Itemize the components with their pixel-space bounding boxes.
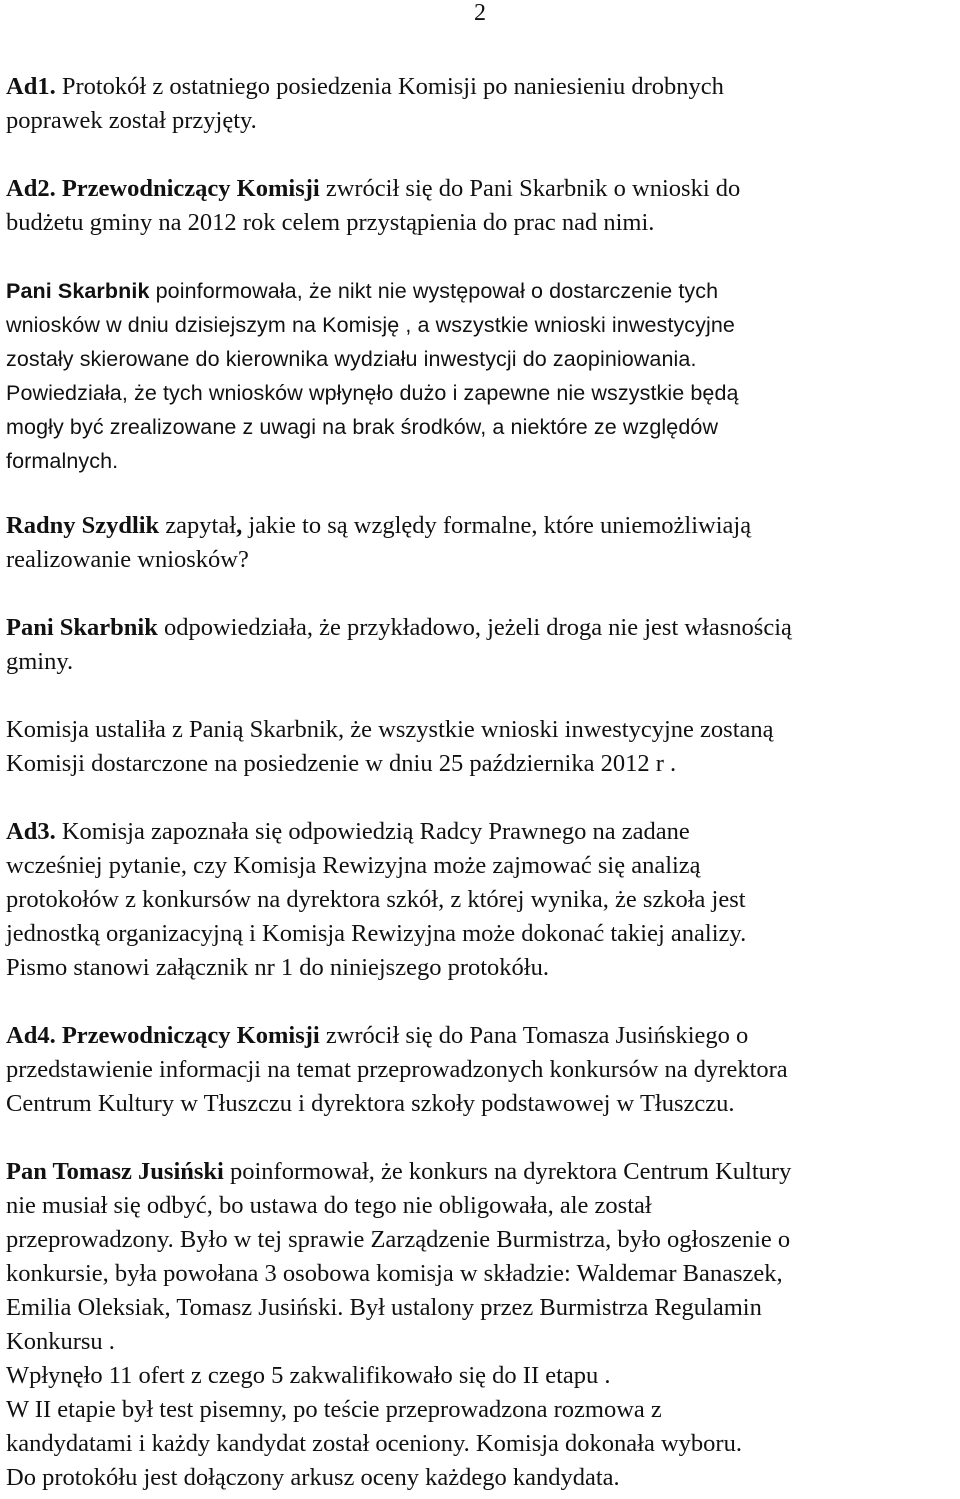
ad4-label: Ad4.	[6, 1022, 56, 1049]
paragraph-skarbnik-2	[6, 611, 956, 679]
skarbnik2-line-1: Pani Skarbnik odpowiedziała, że przykładowo, jeżeli droga nie jest własnością	[6, 614, 792, 641]
jusinski-line-9: kandydatami i każdy kandydat został oceniony. Komisja dokonała wyboru.	[6, 1430, 742, 1457]
paragraph-jusinski	[6, 1155, 956, 1495]
skarbnik2-speaker: Pani Skarbnik	[6, 614, 158, 641]
ad4-line-1: Ad4. Przewodniczący Komisji zwrócił się do Pana Tomasza Jusińskiego o	[6, 1022, 749, 1049]
ad3-line-4: jednostką organizacyjną i Komisja Rewizyjna może dokonać takiej analizy.	[6, 920, 747, 947]
ad3-label: Ad3.	[6, 818, 56, 845]
jusinski-line-8: W II etapie był test pisemny, po teście przeprowadzona rozmowa z	[6, 1396, 662, 1423]
szydlik-line-2: realizowanie wniosków?	[6, 546, 249, 573]
ad2-line-2: budżetu gminy na 2012 rok celem przystąpienia do prac nad nimi.	[6, 209, 655, 236]
document-body	[6, 70, 956, 1495]
komisja-line-1: Komisja ustaliła z Panią Skarbnik, że wszystkie wnioski inwestycyjne zostaną	[6, 716, 774, 743]
skarbnik1-speaker: Pani Skarbnik	[6, 279, 150, 303]
paragraph-ad2	[6, 172, 956, 240]
paragraph-szydlik	[6, 509, 956, 577]
ad3-line-5: Pismo stanowi załącznik nr 1 do niniejszego protokółu.	[6, 954, 549, 981]
ad4-speaker: Przewodniczący Komisji	[55, 1022, 320, 1049]
ad3-line-2: wcześniej pytanie, czy Komisja Rewizyjna może zajmować się analizą	[6, 852, 701, 879]
jusinski-line-10: Do protokółu jest dołączony arkusz oceny każdego kandydata.	[6, 1464, 620, 1491]
paragraph-ad4	[6, 1019, 956, 1121]
skarbnik1-line-6: formalnych.	[6, 449, 119, 473]
szydlik-line-1: Radny Szydlik zapytał, jakie to są względy formalne, które uniemożliwiają	[6, 512, 752, 539]
komisja-line-2: Komisji dostarczone na posiedzenie w dniu 25 października 2012 r .	[6, 750, 677, 777]
jusinski-line-4: konkursie, była powołana 3 osobowa komisja w składzie: Waldemar Banaszek,	[6, 1260, 783, 1287]
jusinski-line-7: Wpłynęło 11 ofert z czego 5 zakwalifikowało się do II etapu .	[6, 1362, 611, 1389]
jusinski-line-3: przeprowadzony. Było w tej sprawie Zarządzenie Burmistrza, było ogłoszenie o	[6, 1226, 791, 1253]
jusinski-line-6: Konkursu .	[6, 1328, 115, 1355]
ad2-line-1: Ad2. Przewodniczący Komisji zwrócił się do Pani Skarbnik o wnioski do	[6, 175, 741, 202]
skarbnik1-line-2: wniosków w dniu dzisiejszym na Komisję , a wszystkie wnioski inwestycyjne	[6, 313, 735, 337]
ad1-line-2: poprawek został przyjęty.	[6, 107, 257, 134]
skarbnik1-line-5: mogły być zrealizowane z uwagi na brak środków, a niektóre ze względów	[6, 415, 719, 439]
paragraph-skarbnik-1	[6, 274, 956, 478]
jusinski-line-2: nie musiał się odbyć, bo ustawa do tego nie obligowała, ale został	[6, 1192, 652, 1219]
ad3-line-1: Ad3. Komisja zapoznała się odpowiedzią Radcy Prawnego na zadane	[6, 818, 690, 845]
jusinski-line-5: Emilia Oleksiak, Tomasz Jusiński. Był ustalony przez Burmistrza Regulamin	[6, 1294, 762, 1321]
skarbnik1-line-4: Powiedziała, że tych wniosków wpłynęło dużo i zapewne nie wszystkie będą	[6, 381, 739, 405]
skarbnik1-line-1: Pani Skarbnik poinformowała, że nikt nie występował o dostarczenie tych	[6, 279, 719, 303]
paragraph-ad1	[6, 70, 956, 138]
ad1-line-1: Ad1. Protokół z ostatniego posiedzenia Komisji po naniesieniu drobnych	[6, 73, 724, 100]
paragraph-ad3	[6, 815, 956, 985]
ad1-label: Ad1.	[6, 73, 56, 100]
paragraph-komisja	[6, 713, 956, 781]
skarbnik2-line-2: gminy.	[6, 648, 74, 675]
ad3-line-3: protokołów z konkursów na dyrektora szkół, z której wynika, że szkoła jest	[6, 886, 746, 913]
ad4-line-3: Centrum Kultury w Tłuszczu i dyrektora szkoły podstawowej w Tłuszczu.	[6, 1090, 735, 1117]
jusinski-line-1: Pan Tomasz Jusiński poinformował, że konkurs na dyrektora Centrum Kultury	[6, 1158, 792, 1185]
ad2-label: Ad2.	[6, 175, 56, 202]
skarbnik1-line-3: zostały skierowane do kierownika wydziału inwestycji do zaopiniowania.	[6, 347, 697, 371]
page-number: 2	[474, 0, 486, 26]
ad4-line-2: przedstawienie informacji na temat przeprowadzonych konkursów na dyrektora	[6, 1056, 788, 1083]
jusinski-speaker: Pan Tomasz Jusiński	[6, 1158, 224, 1185]
szydlik-speaker: Radny Szydlik	[6, 512, 160, 539]
ad2-speaker: Przewodniczący Komisji	[55, 175, 320, 202]
